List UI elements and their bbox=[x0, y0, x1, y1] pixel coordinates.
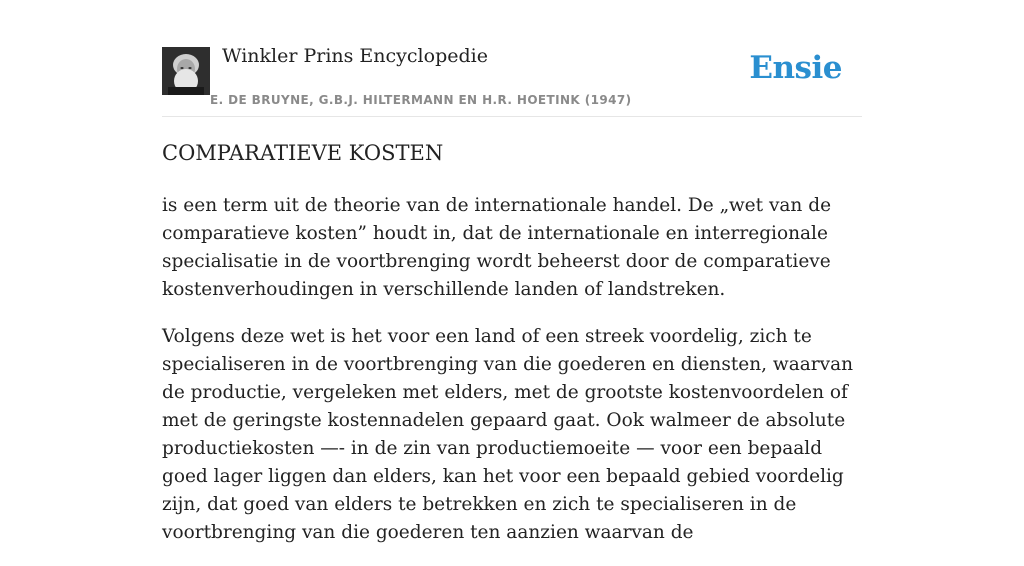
entry-body bbox=[162, 192, 862, 566]
authors[interactable]: E. DE BRUYNE, G.B.J. HILTERMANN EN H.R. HOETINK (1947) bbox=[210, 93, 632, 107]
ensie-logo[interactable]: Ensie bbox=[749, 50, 842, 86]
header bbox=[162, 0, 862, 117]
page-container bbox=[162, 0, 862, 543]
paragraph: is een term uit de theorie van de internationale handel. De „wet van de comparatieve kosten” houdt in, dat de internationale en interregionale specialisatie in de voortbrenging wordt beheerst door de comparatieve kostenverhoudingen in verschillende landen of landstreken. bbox=[162, 195, 832, 300]
author-portrait bbox=[162, 47, 210, 95]
entry-title: COMPARATIEVE KOSTEN bbox=[162, 141, 444, 165]
paragraph: Volgens deze wet is het voor een land of een streek voordelig, zich te specialiseren in de voortbrenging van die goederen en diensten, waarvan de productie, vergeleken met elders, met de grootste kostenvoordelen of met de geringste kostennadelen gepaard gaat. Ook walmeer de absolute productiekosten —- in de zin van productiemoeite — voor een bepaald goed lager liggen dan elders, kan het voor een bepaald gebied voordelig zijn, dat goed van elders te betrekken en zich te specialiseren in de voortbrenging van die goederen ten aanzien waarvan de bbox=[162, 326, 854, 543]
book-title[interactable]: Winkler Prins Encyclopedie bbox=[222, 45, 488, 67]
